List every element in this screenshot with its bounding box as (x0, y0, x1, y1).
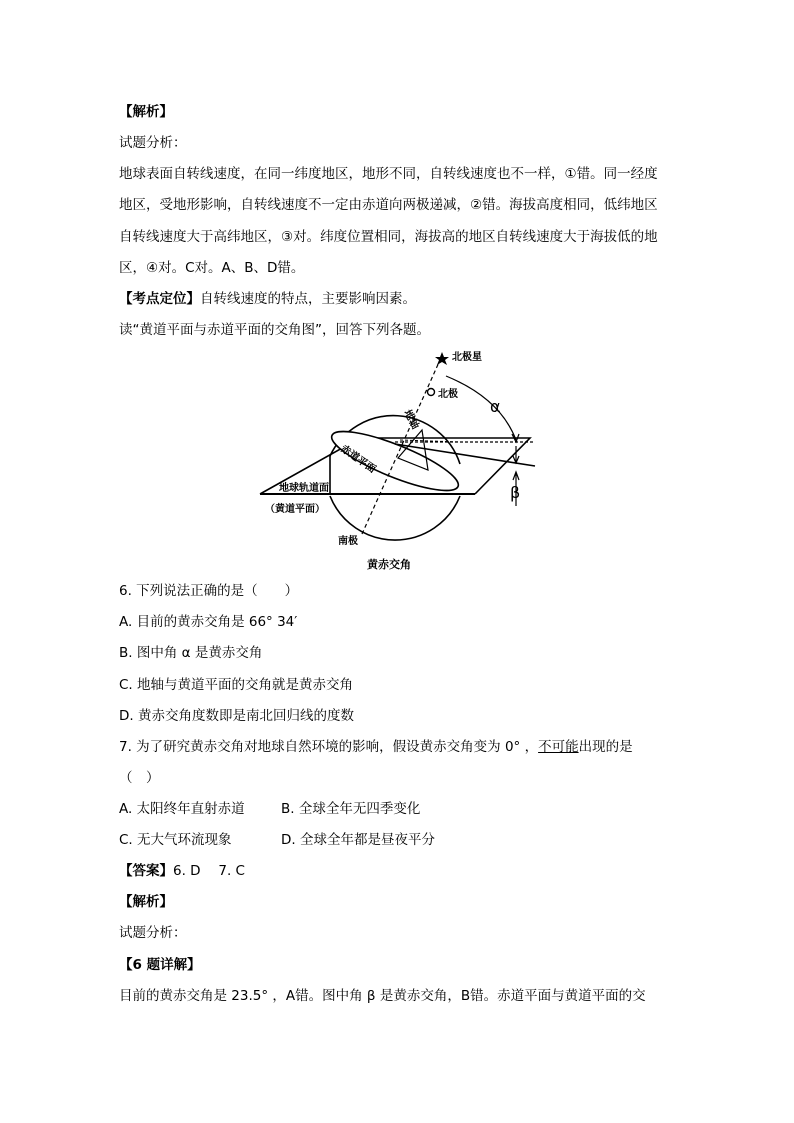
analysis-sub-1: 试题分析： (119, 135, 187, 151)
axis-label: 地轴 (401, 408, 421, 432)
question-7-stem-post: 出现的是 (578, 739, 633, 755)
analysis-paragraph-line: 地区，受地形影响，自转线速度不一定由赤道向两极递减，②错。海拔高度相同，低纬地区 (119, 197, 658, 213)
question-7-option-d: D. 全球全年都是昼夜平分 (281, 832, 435, 848)
question-7-stem-pre: 7. 为了研究黄赤交角对地球自然环境的影响，假设黄赤交角变为 0° ， (119, 739, 539, 755)
analysis-paragraph-line: 地球表面自转线速度，在同一纬度地区，地形不同，自转线速度也不一样，①错。同一经度 (119, 166, 658, 182)
answer-line (119, 861, 245, 881)
question-6-stem: 6. 下列说法正确的是（ ） (119, 583, 299, 599)
kaodian-label: 【考点定位】 (119, 291, 200, 307)
analysis-sub-2: 试题分析： (119, 925, 187, 941)
analysis-paragraph-line: 自转线速度大于高纬地区，③对。纬度位置相同，海拔高的地区自转线速度大于海拔低的地 (119, 229, 658, 245)
analysis-2-paragraph: 目前的黄赤交角是 23.5° ，A错。图中角 β 是黄赤交角，B错。赤道平面与黄道平面的交 (119, 988, 646, 1004)
alpha-label: α (490, 397, 501, 416)
beta-label: β (510, 483, 521, 502)
question-6-option: D. 黄赤交角度数即是南北回归线的度数 (119, 708, 354, 724)
question-7-stem-underline: 不可能 (538, 739, 579, 755)
question-7-stem (119, 737, 633, 757)
north-pole-label: 北极 (438, 389, 458, 400)
north-star-label: 北极星 (452, 352, 482, 363)
answer-text: 6. D 7. C (173, 863, 245, 879)
analysis-paragraph-line: 区，④对。C对。A、B、D错。 (119, 260, 305, 276)
question-7-option-c: C. 无大气环流现象 (119, 832, 232, 848)
alpha-arc (446, 376, 516, 440)
question-7-option-a: A. 太阳终年直射赤道 (119, 801, 245, 817)
analysis-heading-1: 【解析】 (119, 104, 173, 120)
kaodian-line (119, 289, 416, 309)
analysis-heading-2: 【解析】 (119, 894, 173, 910)
ecliptic-obliquity-diagram (250, 346, 540, 576)
question-7-option-b: B. 全球全年无四季变化 (281, 801, 421, 817)
detail-heading: 【6 题详解】 (119, 957, 201, 973)
equator-plane-label: 赤道平面 (338, 443, 378, 476)
star-icon (435, 352, 449, 365)
figure-intro: 读“黄道平面与赤道平面的交角图”，回答下列各题。 (119, 322, 430, 338)
kaodian-text: 自转线速度的特点，主要影响因素。 (200, 291, 416, 307)
north-pole-icon (428, 389, 435, 396)
orbit-plane-label: 地球轨道面 (279, 483, 329, 494)
answer-label: 【答案】 (119, 863, 173, 879)
question-6-option: B. 图中角 α 是黄赤交角 (119, 645, 263, 661)
question-7-paren: （ ） (119, 770, 160, 786)
question-6-option: C. 地轴与黄道平面的交角就是黄赤交角 (119, 677, 354, 693)
south-pole-label: 南极 (338, 536, 358, 547)
orbit-plane-sublabel: （黄道平面） (265, 504, 325, 515)
sphere-lower-outline (330, 496, 460, 540)
figure-caption: 黄赤交角 (367, 558, 411, 571)
question-6-option: A. 目前的黄赤交角是 66° 34′ (119, 614, 298, 630)
